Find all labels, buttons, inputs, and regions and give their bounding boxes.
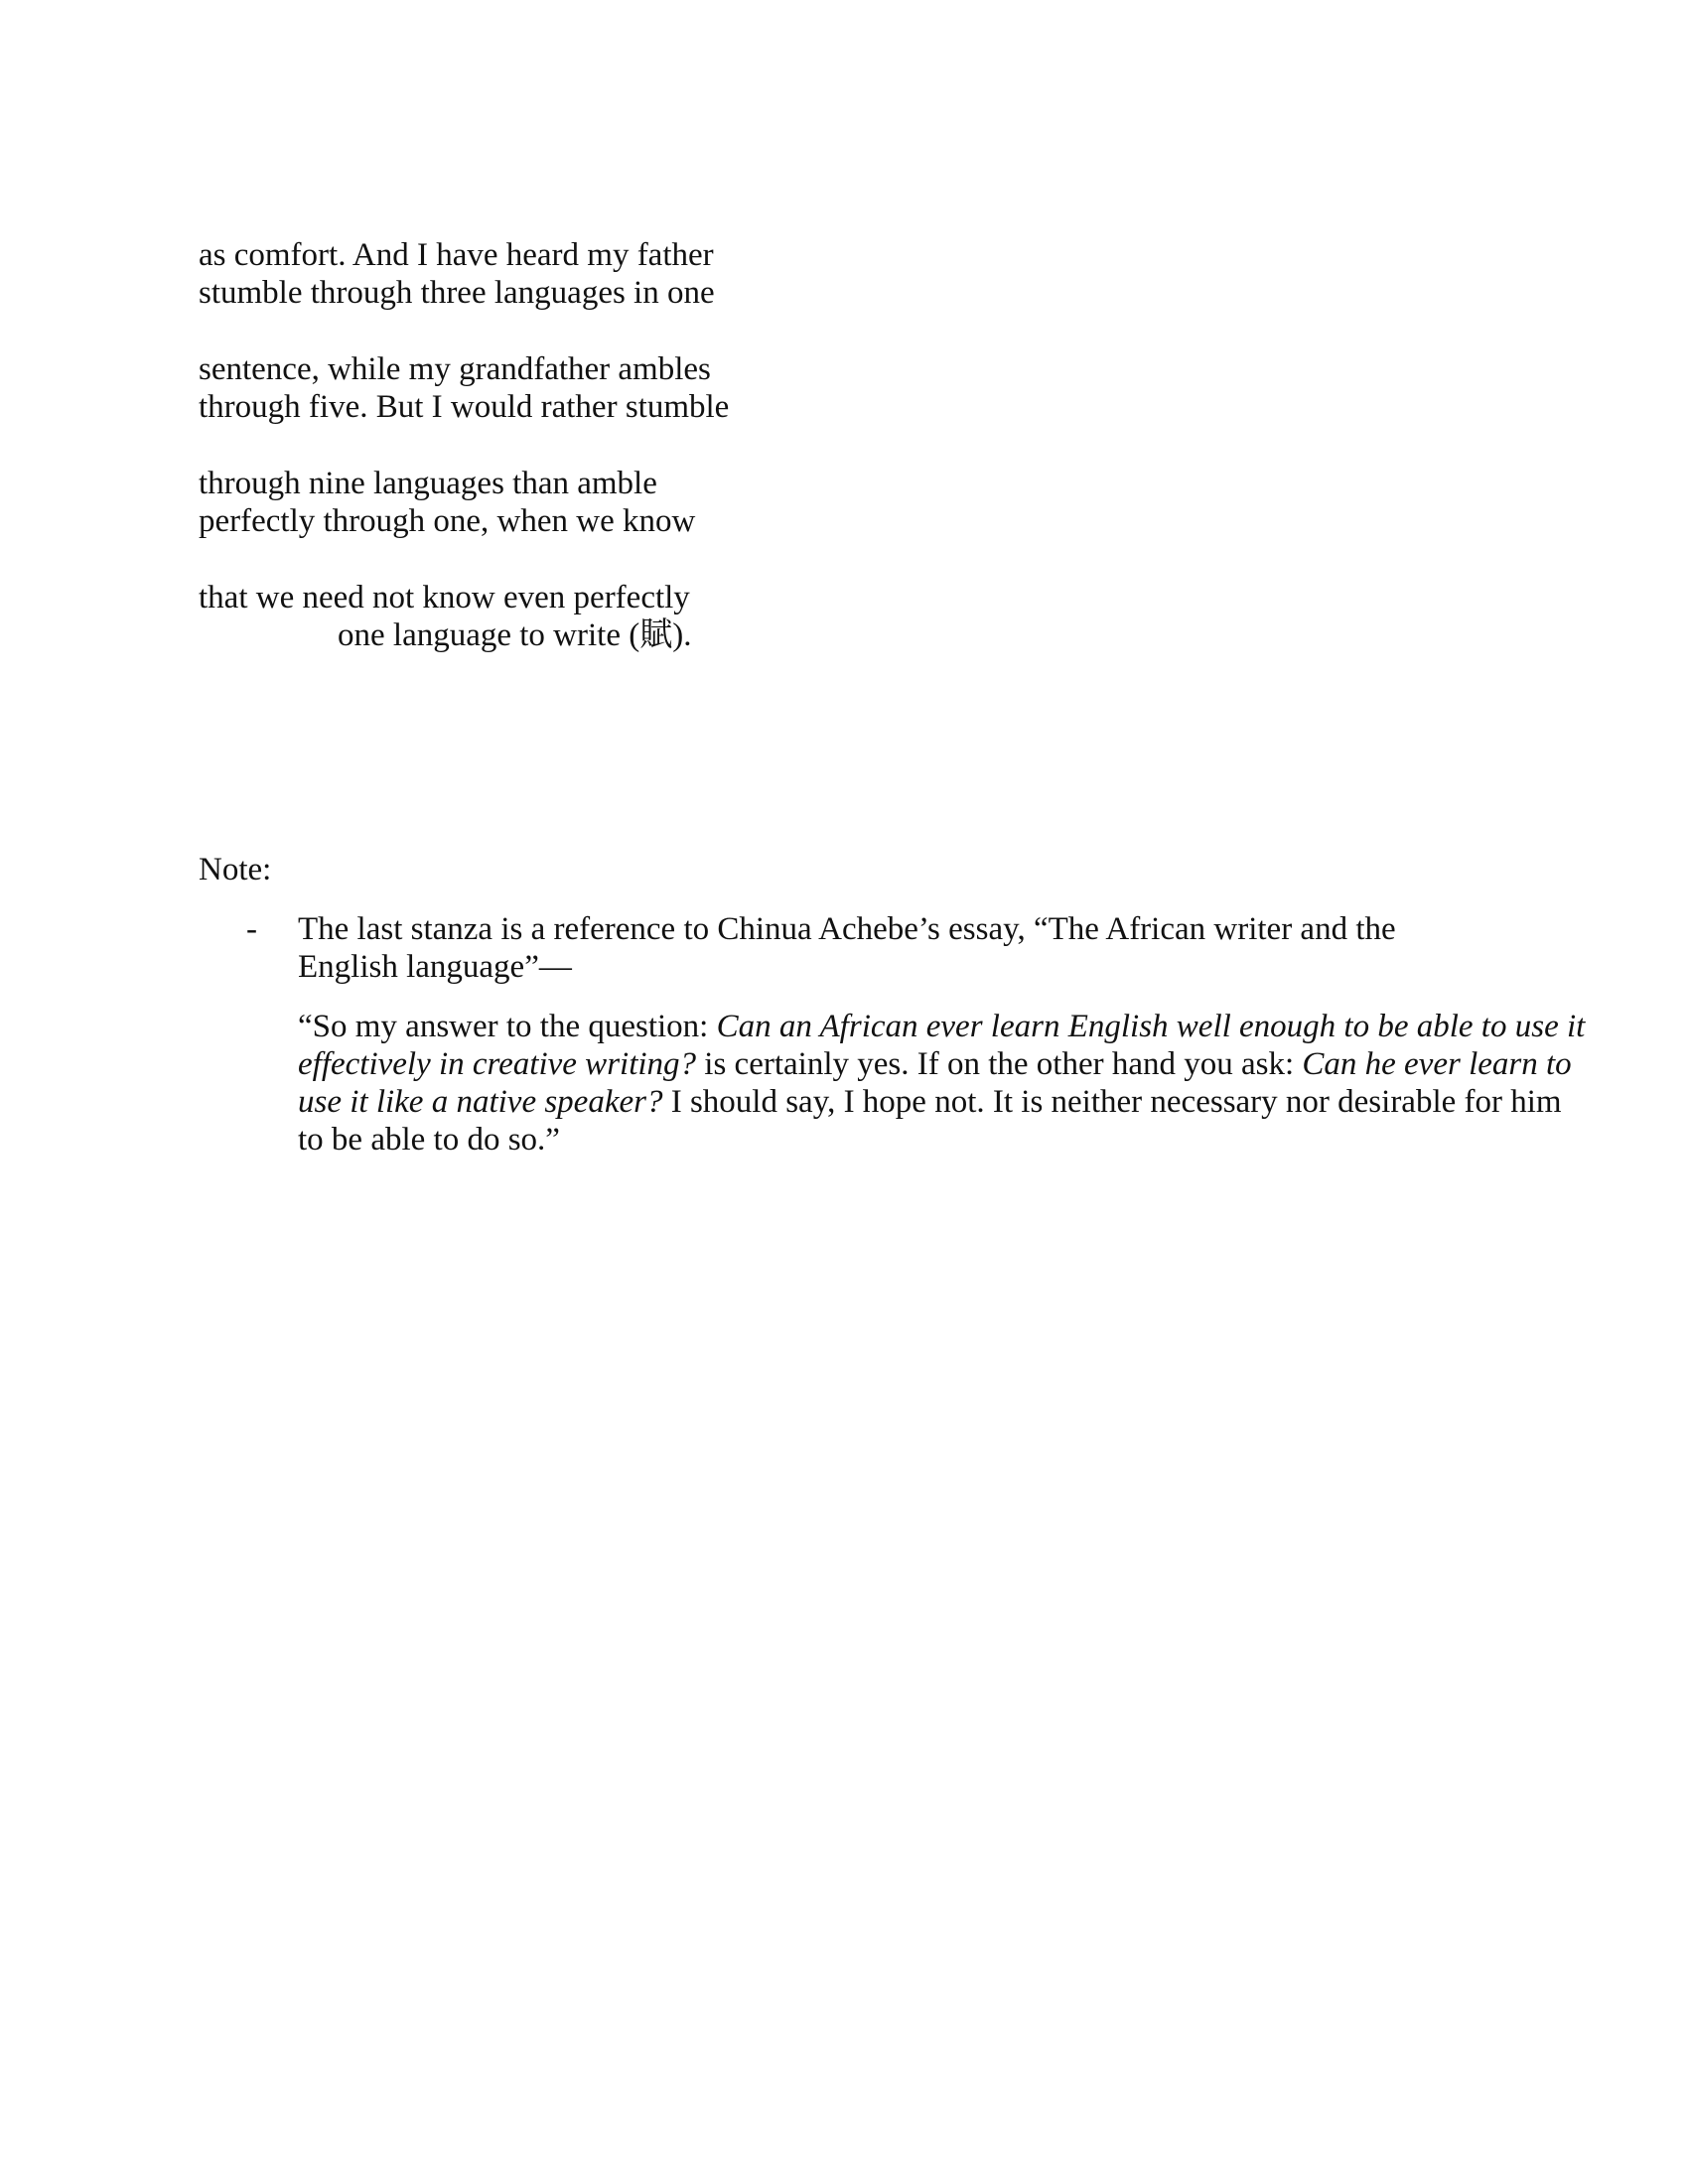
poem-line: through nine languages than amble xyxy=(199,466,657,501)
quote-question-1: Can an African ever learn English well enough to be able to use it effectively in creative writing? xyxy=(298,1009,1586,1082)
poem-couplet-2 xyxy=(199,350,1192,426)
poem-couplet-3 xyxy=(199,465,1192,540)
poem-couplet-4 xyxy=(199,579,1192,654)
poem-line: that we need not know even perfectly xyxy=(199,580,690,615)
quote-question-2: Can he ever learn to use it like a native speaker? xyxy=(298,1046,1572,1120)
quote-close: I should say, I hope not. It is neither necessary nor desirable for him to be able to do so.” xyxy=(298,1084,1562,1158)
poem-line: through five. But I would rather stumble xyxy=(199,389,730,425)
note-reference-line: English language”— xyxy=(298,949,572,985)
note-label: Note: xyxy=(199,852,272,887)
achebe-quote xyxy=(298,1008,1589,1159)
note-list-item xyxy=(199,910,1586,1159)
poem-couplet-1 xyxy=(199,236,1192,312)
quote-open: “So my answer to the question: xyxy=(298,1009,717,1044)
poem-line: stumble through three languages in one xyxy=(199,275,715,311)
quote-middle: is certainly yes. If on the other hand you ask: xyxy=(696,1046,1303,1082)
note-reference-line: The last stanza is a reference to Chinua Achebe’s essay, “The African writer and the xyxy=(298,911,1396,947)
poem xyxy=(199,236,1192,693)
note-section xyxy=(199,851,1586,1159)
poem-line: sentence, while my grandfather ambles xyxy=(199,351,711,387)
poem-line-indented: one language to write (賦). xyxy=(338,617,692,653)
bullet-dash: - xyxy=(246,911,257,947)
poem-line: perfectly through one, when we know xyxy=(199,503,696,539)
poem-line: as comfort. And I have heard my father xyxy=(199,237,714,273)
